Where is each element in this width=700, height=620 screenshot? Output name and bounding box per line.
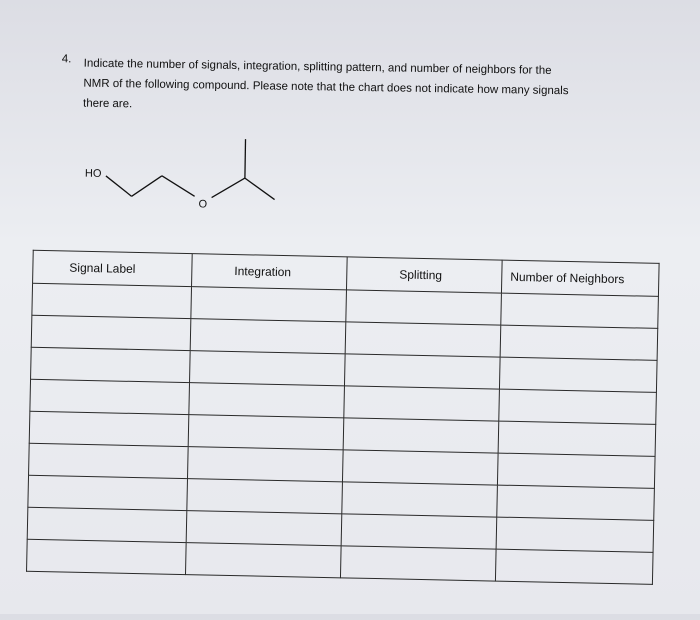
table-cell[interactable] [187,447,343,482]
question-number: 4. [61,53,72,66]
table-cell[interactable] [189,383,345,418]
table-cell[interactable] [27,507,187,542]
table-cell[interactable] [344,386,500,421]
question-line: NMR of the following compound. Please note that the chart does not indicate how many signals [83,77,569,98]
table-cell[interactable] [27,539,187,574]
table-cell[interactable] [343,418,499,453]
skeletal-formula [81,132,302,225]
table-cell[interactable] [32,283,192,318]
table-cell[interactable] [501,293,659,328]
nmr-data-table [26,250,660,585]
table-cell[interactable] [31,315,191,350]
table-cell[interactable] [498,421,656,456]
table-cell[interactable] [191,287,347,322]
table-cell[interactable] [190,319,346,354]
table-cell[interactable] [342,450,498,485]
table-cell[interactable] [188,415,344,450]
table-cell[interactable] [187,479,343,514]
table-cell[interactable] [344,354,500,389]
header-number-of-neighbors: Number of Neighbors [501,260,659,296]
table-cell[interactable] [29,443,189,478]
bond-lines [106,137,276,200]
table-cell[interactable] [341,514,497,549]
table-cell[interactable] [346,290,502,325]
table-cell[interactable] [185,543,341,578]
table-cell[interactable] [186,511,342,546]
table-cell[interactable] [342,482,498,517]
header-signal-label: Signal Label [33,250,193,286]
table-cell[interactable] [30,379,190,414]
table-cell[interactable] [499,357,657,392]
hydroxyl-label: HO [84,167,102,180]
ether-oxygen-label: O [198,198,208,211]
table-cell[interactable] [29,411,189,446]
question-line: there are. [82,97,133,111]
header-splitting: Splitting [346,257,502,293]
table-cell[interactable] [345,322,501,357]
table-cell[interactable] [499,389,657,424]
table-cell[interactable] [190,351,346,386]
question-line: Indicate the number of signals, integration, splitting pattern, and number of neighbors for the [83,57,552,77]
question-text [83,54,674,123]
table-cell[interactable] [340,546,496,581]
table-cell[interactable] [497,453,655,488]
table-cell[interactable] [495,549,653,584]
table-cell[interactable] [28,475,188,510]
table-cell[interactable] [31,347,191,382]
table-cell[interactable] [500,325,658,360]
chemical-structure [81,132,302,225]
table-cell[interactable] [497,485,655,520]
table-cell[interactable] [496,517,654,552]
header-integration: Integration [192,254,348,290]
